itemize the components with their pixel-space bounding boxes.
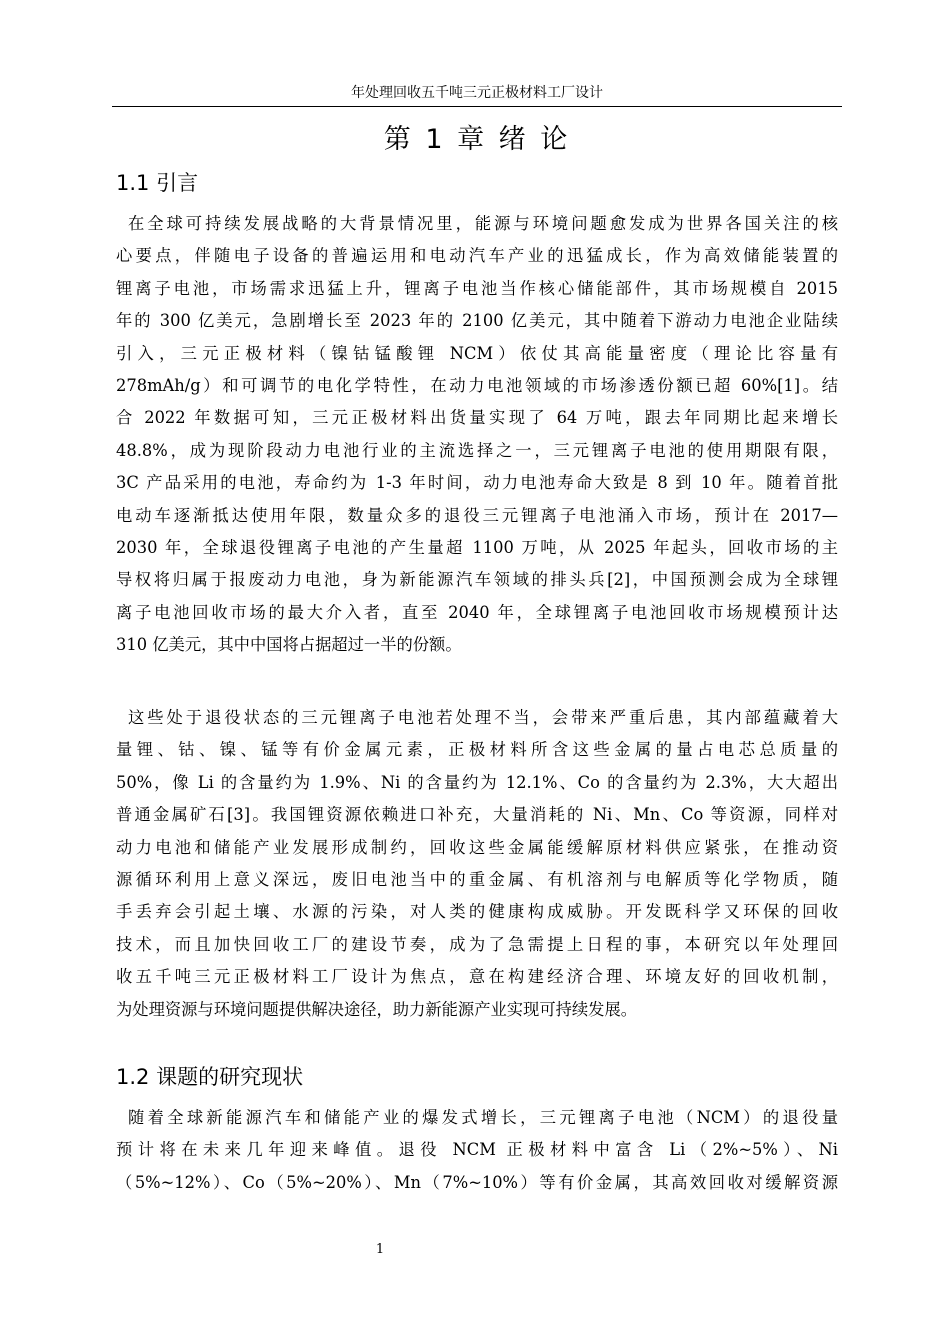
- paragraph-line: 3C 产品采用的电池，寿命约为 1-3 年时间，动力电池寿命大致是 8 到 10 年。随着首批: [116, 473, 838, 493]
- paragraph-line: 技术，而且加快回收工厂的建设节奏，成为了急需提上日程的事，本研究以年处理回: [116, 934, 838, 954]
- paragraph-line: 心要点，伴随电子设备的普遍运用和电动汽车产业的迅猛成长，作为高效储能装置的: [116, 246, 838, 266]
- section-heading-1-1: 1.1 引言: [116, 171, 199, 195]
- paragraph-research-status: [116, 1102, 838, 1199]
- paragraph-line: 50%，像 Li 的含量约为 1.9%、Ni 的含量约为 12.1%、Co 的含量约为 2.3%，大大超出: [116, 772, 838, 792]
- paragraph-line: 量锂、钴、镍、锰等有价金属元素，正极材料所含这些金属的量占电芯总质量的: [116, 740, 838, 760]
- paragraph-line: 锂离子电池，市场需求迅猛上升，锂离子电池当作核心储能部件，其市场规模自 2015: [116, 278, 838, 298]
- paragraph-intro-2: [116, 702, 838, 1026]
- paragraph-line: 引入，三元正极材料（镍钴锰酸锂 NCM）依仗其高能量密度（理论比容量有: [116, 343, 838, 363]
- paragraph-line: 普通金属矿石[3]。我国锂资源依赖进口补充，大量消耗的 Ni、Mn、Co 等资源，同样对: [116, 805, 838, 825]
- paragraph-line: 随着全球新能源汽车和储能产业的爆发式增长，三元锂离子电池（NCM）的退役量: [128, 1108, 838, 1127]
- paragraph-line: 为处理资源与环境问题提供解决途径，助力新能源产业实现可持续发展。: [116, 999, 638, 1019]
- section-heading-1-2: 1.2 课题的研究现状: [116, 1065, 304, 1089]
- paragraph-line: 收五千吨三元正极材料工厂设计为焦点，意在构建经济合理、环境友好的回收机制，: [116, 967, 838, 987]
- paragraph-line: 2030 年，全球退役锂离子电池的产生量超 1100 万吨，从 2025 年起头，回收市场的主: [116, 537, 838, 557]
- paragraph-line: 手丢弃会引起土壤、水源的污染，对人类的健康构成威胁。开发既科学又环保的回收: [116, 902, 838, 922]
- paragraph-line: 310 亿美元，其中中国将占据超过一半的份额。: [116, 635, 462, 655]
- header-rule: [112, 106, 842, 107]
- paragraph-line: 预计将在未来几年迎来峰值。退役 NCM 正极材料中富含 Li（2%~5%）、Ni: [116, 1140, 838, 1160]
- paragraph-line: 导权将归属于报废动力电池，身为新能源汽车领域的排头兵[2]，中国预测会成为全球锂: [116, 570, 838, 590]
- paragraph-line: （5%~12%）、Co（5%~20%）、Mn（7%~10%）等有价金属，其高效回收对缓解资源: [116, 1172, 838, 1192]
- paragraph-line: 电动车逐渐抵达使用年限，数量众多的退役三元锂离子电池涌入市场，预计在 2017—: [116, 505, 838, 525]
- running-header: 年处理回收五千吨三元正极材料工厂设计: [351, 85, 603, 101]
- paragraph-line: 48.8%，成为现阶段动力电池行业的主流选择之一，三元锂离子电池的使用期限有限，: [116, 440, 838, 460]
- paragraph-line: 合 2022 年数据可知，三元正极材料出货量实现了 64 万吨，跟去年同期比起来增长: [116, 408, 838, 428]
- paragraph-line: 源循环利用上意义深远，废旧电池当中的重金属、有机溶剂与电解质等化学物质，随: [116, 869, 838, 889]
- paragraph-line: 278mAh/g）和可调节的电化学特性，在动力电池领域的市场渗透份额已超 60%[1]。结: [116, 375, 838, 395]
- paragraph-line: 这些处于退役状态的三元锂离子电池若处理不当，会带来严重后患，其内部蕴藏着大: [128, 708, 838, 727]
- paragraph-line: 动力电池和储能产业发展形成制约，回收这些金属能缓解原材料供应紧张，在推动资: [116, 837, 838, 857]
- paragraph-line: 在全球可持续发展战略的大背景情况里，能源与环境问题愈发成为世界各国关注的核: [128, 214, 838, 233]
- chapter-title: 第 1 章 绪 论: [383, 124, 571, 155]
- paragraph-intro-1: [116, 208, 838, 661]
- page-number: 1: [375, 1242, 385, 1257]
- paragraph-line: 年的 300 亿美元，急剧增长至 2023 年的 2100 亿美元，其中随着下游动力电池企业陆续: [116, 311, 838, 331]
- paragraph-line: 离子电池回收市场的最大介入者，直至 2040 年，全球锂离子电池回收市场规模预计达: [116, 602, 838, 622]
